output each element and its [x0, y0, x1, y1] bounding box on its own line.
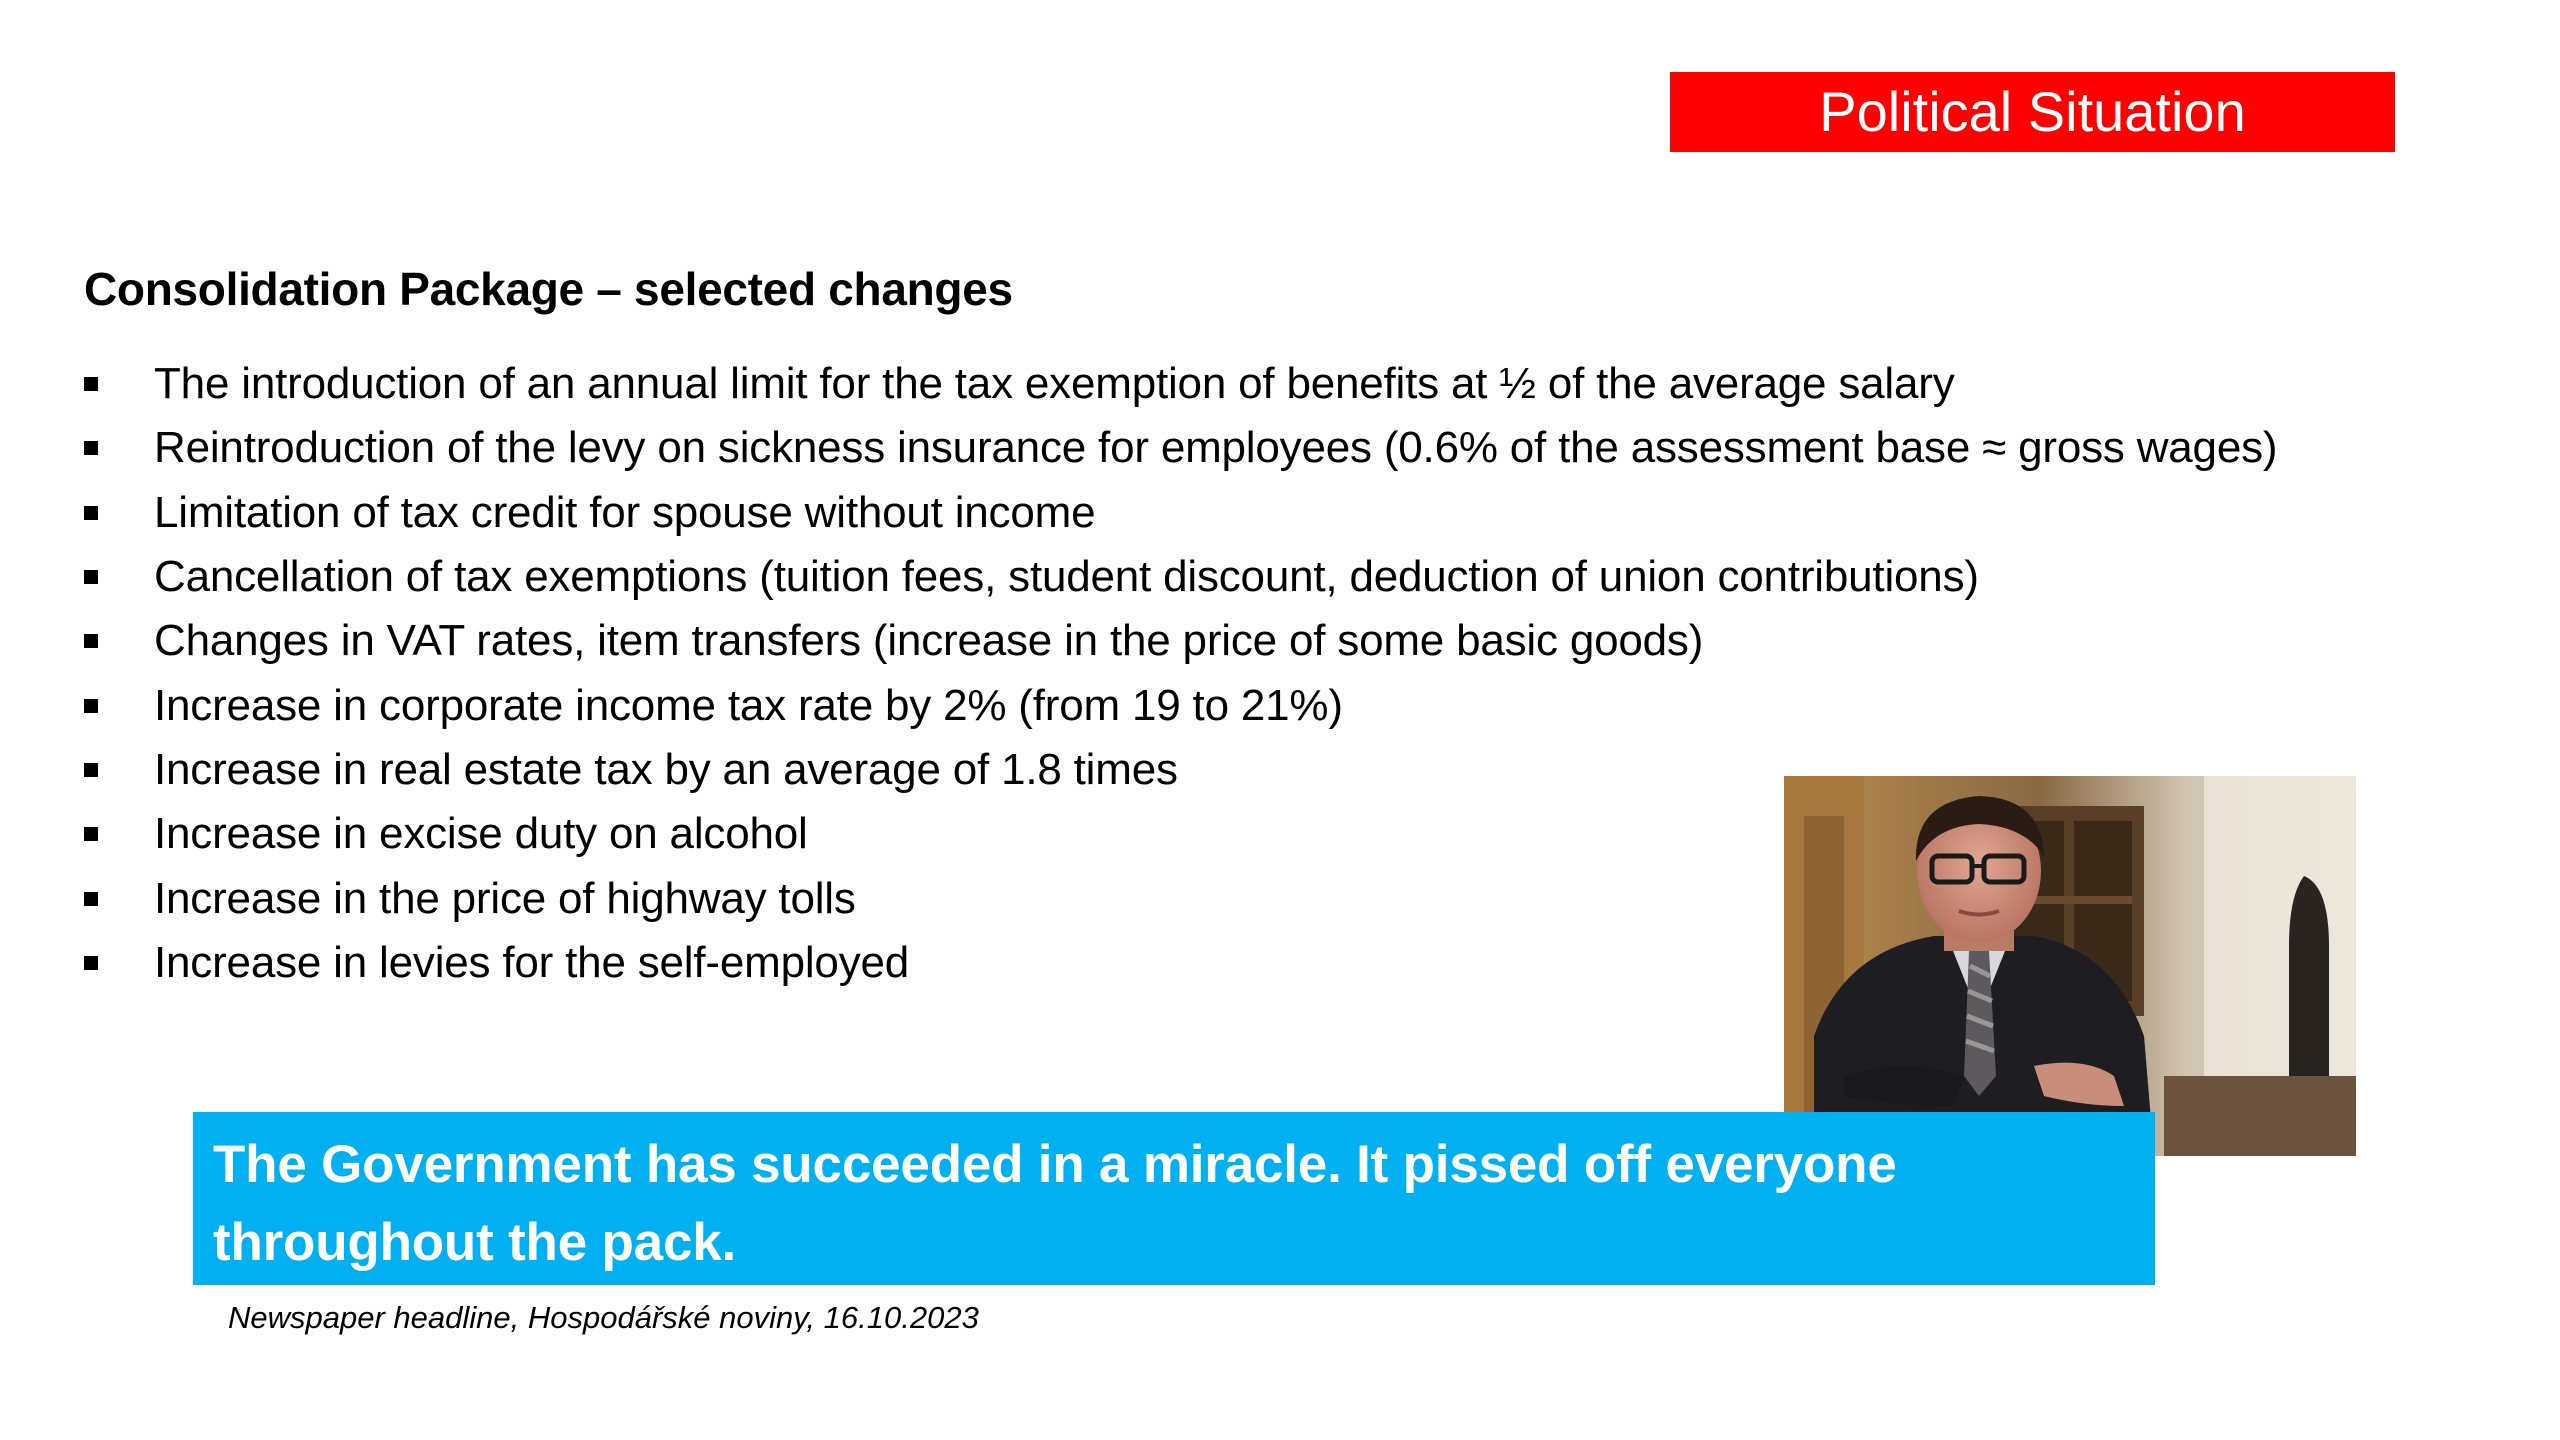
bullet-text: The introduction of an annual limit for the tax exemption of benefits at ½ of the average salary [154, 359, 1955, 409]
square-bullet-icon [84, 441, 98, 455]
portrait-photo [1784, 776, 2356, 1156]
bullet-item [84, 352, 2277, 416]
title-banner [1670, 72, 2395, 152]
bullet-item [84, 481, 2277, 545]
bullet-text: Limitation of tax credit for spouse without income [154, 487, 1096, 537]
bullet-text: Cancellation of tax exemptions (tuition fees, student discount, deduction of union contributions) [154, 552, 1979, 602]
bullet-text: Changes in VAT rates, item transfers (increase in the price of some basic goods) [154, 616, 1704, 666]
square-bullet-icon [84, 377, 98, 391]
square-bullet-icon [84, 892, 98, 906]
square-bullet-icon [84, 570, 98, 584]
square-bullet-icon [84, 763, 98, 777]
square-bullet-icon [84, 634, 98, 648]
headline-source-caption: Newspaper headline, Hospodářské noviny, 16.10.2023 [228, 1300, 979, 1335]
bullet-text: Increase in corporate income tax rate by 2% (from 19 to 21%) [154, 680, 1343, 730]
bullet-text: Reintroduction of the levy on sickness insurance for employees (0.6% of the assessment base ≈ gross wages) [154, 423, 2278, 473]
bullet-text: Increase in excise duty on alcohol [154, 809, 808, 859]
bullet-text: Increase in the price of highway tolls [154, 873, 856, 923]
square-bullet-icon [84, 827, 98, 841]
bullet-text: Increase in levies for the self-employed [154, 937, 910, 987]
square-bullet-icon [84, 699, 98, 713]
slide-title: Political Situation [1819, 80, 2246, 143]
bullet-text: Increase in real estate tax by an average of 1.8 times [154, 744, 1178, 794]
headline-banner [193, 1112, 2155, 1285]
section-heading: Consolidation Package – selected changes [84, 263, 1013, 315]
bullet-item [84, 673, 2277, 737]
headline-text: The Government has succeeded in a miracle. It pissed off everyone throughout the pack. [213, 1135, 1897, 1272]
bullet-item [84, 609, 2277, 673]
square-bullet-icon [84, 506, 98, 520]
bullet-item [84, 545, 2277, 609]
square-bullet-icon [84, 956, 98, 970]
bullet-item [84, 416, 2277, 480]
